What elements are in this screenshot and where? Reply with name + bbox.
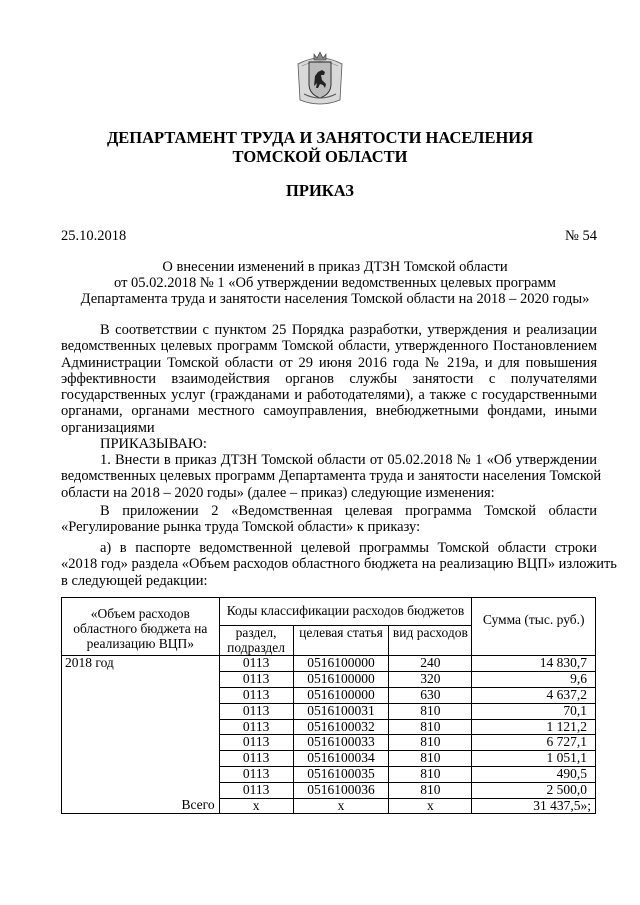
paragraph-line: в следующей редакции: [61,572,208,589]
total-target-article-cell: х [293,798,389,814]
sum-cell: 6 727,1 [472,735,596,751]
expense-type-cell: 810 [389,751,472,767]
table-header-row [62,598,596,626]
subject-line: от 05.02.2018 № 1 «Об утверждении ведомственных целевых программ [114,275,556,291]
paragraph-line: органами, органами местного самоуправления, внебюджетными фондами, иными [61,403,597,420]
paragraph-line: В приложении 2 «Ведомственная целевая программа Томской области [100,503,597,519]
sum-cell: 9,6 [472,672,596,688]
sum-cell: 4 637,2 [472,687,596,703]
paragraph-line: «Регулирование рынка труда Томской области» к приказу: [61,519,421,536]
order-number: № 54 [565,228,597,244]
paragraph-line: 1. Внести в приказ ДТЗН Томской области от 05.02.2018 № 1 «Об утверждении [100,452,597,468]
section-cell: 0113 [219,735,293,751]
expense-type-cell: 810 [389,719,472,735]
sum-cell: 70,1 [472,703,596,719]
expense-type-header-cell: вид расходов [389,625,472,656]
expense-type-cell: 810 [389,735,472,751]
order-word: ПРИКАЗЫВАЮ: [100,436,207,452]
table-row [62,735,596,751]
organization-name-line2: ТОМСКОЙ ОБЛАСТИ [232,147,408,166]
paragraph-line: а) в паспорте ведомственной целевой программы Томской области строки [100,540,597,556]
target-article-cell: 0516100033 [293,735,389,751]
sum-cell: 1 051,1 [472,751,596,767]
sum-cell: 490,5 [472,766,596,782]
expense-type-cell: 630 [389,687,472,703]
table-row [62,687,596,703]
expense-type-cell: 240 [389,656,472,672]
target-article-cell: 0516100034 [293,751,389,767]
subject-line: Департамента труда и занятости населения Томской области на 2018 – 2020 годы» [80,291,590,307]
section-cell: 0113 [219,687,293,703]
total-label-cell: Всего [62,798,220,814]
table-total-row [62,798,596,814]
organization-name-line1: ДЕПАРТАМЕНТ ТРУДА И ЗАНЯТОСТИ НАСЕЛЕНИЯ [106,128,534,147]
sum-cell: 14 830,7 [472,656,596,672]
subject-line: О внесении изменений в приказ ДТЗН Томской области [162,259,508,275]
codes-header-cell: Коды классификации расходов бюджетов [219,598,472,626]
target-article-cell: 0516100035 [293,766,389,782]
sum-cell: 2 500,0 [472,782,596,798]
table-row [62,672,596,688]
budget-table [61,597,596,814]
section-cell: 0113 [219,751,293,767]
section-cell: 0113 [219,766,293,782]
item-1-paragraph [61,452,602,501]
paragraph-line: «2018 год» раздела «Объем расходов областного бюджета на реализацию ВЦП» изложить [61,556,617,573]
total-expense-type-cell: х [389,798,472,814]
table-row [62,703,596,719]
paragraph-line: В соответствии с пунктом 25 Порядка разработки, утверждения и реализации [100,322,597,338]
section-cell: 0113 [219,672,293,688]
section-cell: 0113 [219,703,293,719]
target-article-cell: 0516100000 [293,687,389,703]
order-date: 25.10.2018 [61,228,127,244]
target-article-cell: 0516100000 [293,656,389,672]
paragraph-line: ведомственных целевых программ Департамента труда и занятости населения Томской [61,468,602,485]
table-row [62,751,596,767]
section-cell: 0113 [219,719,293,735]
section-cell: 0113 [219,782,293,798]
subitem-a-paragraph [61,540,617,589]
paragraph-line: Администрации Томской области от 29 июня 2016 года № 219а, и для повышения [61,354,597,371]
target-article-cell: 0516100000 [293,672,389,688]
paragraph-line: ведомственных целевых программ Томской области, утвержденного Постановлением [61,338,597,355]
order-subject [40,259,630,307]
total-sum-cell: 31 437,5»; [472,798,596,814]
sum-cell: 1 121,2 [472,719,596,735]
volume-header-cell: «Объем расходов областного бюджета на реализацию ВЦП» [62,598,220,656]
appendix-paragraph [61,503,597,536]
expense-type-cell: 810 [389,766,472,782]
paragraph-line: организациями [61,419,155,436]
target-article-cell: 0516100036 [293,782,389,798]
section-header-cell: раздел, подраздел [219,625,293,656]
expense-type-cell: 320 [389,672,472,688]
sum-header-cell: Сумма (тыс. руб.) [472,598,596,656]
expense-type-cell: 810 [389,782,472,798]
table-row [62,719,596,735]
paragraph-line: области на 2018 – 2020 годы» (далее – приказ) следующие изменения: [61,484,495,501]
paragraph-line: государственных услуг (гражданами и работодателями), а также с государственными [61,387,597,404]
target-article-header-cell: целевая статья [293,625,389,656]
preamble-paragraph [61,322,597,436]
tomsk-oblast-coat-of-arms-icon [294,50,346,106]
paragraph-line: эффективности взаимодействия органов службы занятости с получателями [61,370,597,387]
table-row [62,782,596,798]
target-article-cell: 0516100031 [293,703,389,719]
total-section-cell: х [219,798,293,814]
table-row [62,656,596,672]
document-type-title: ПРИКАЗ [286,181,354,200]
target-article-cell: 0516100032 [293,719,389,735]
table-row [62,766,596,782]
section-cell: 0113 [219,656,293,672]
year-label-cell: 2018 год [62,656,220,672]
expense-type-cell: 810 [389,703,472,719]
